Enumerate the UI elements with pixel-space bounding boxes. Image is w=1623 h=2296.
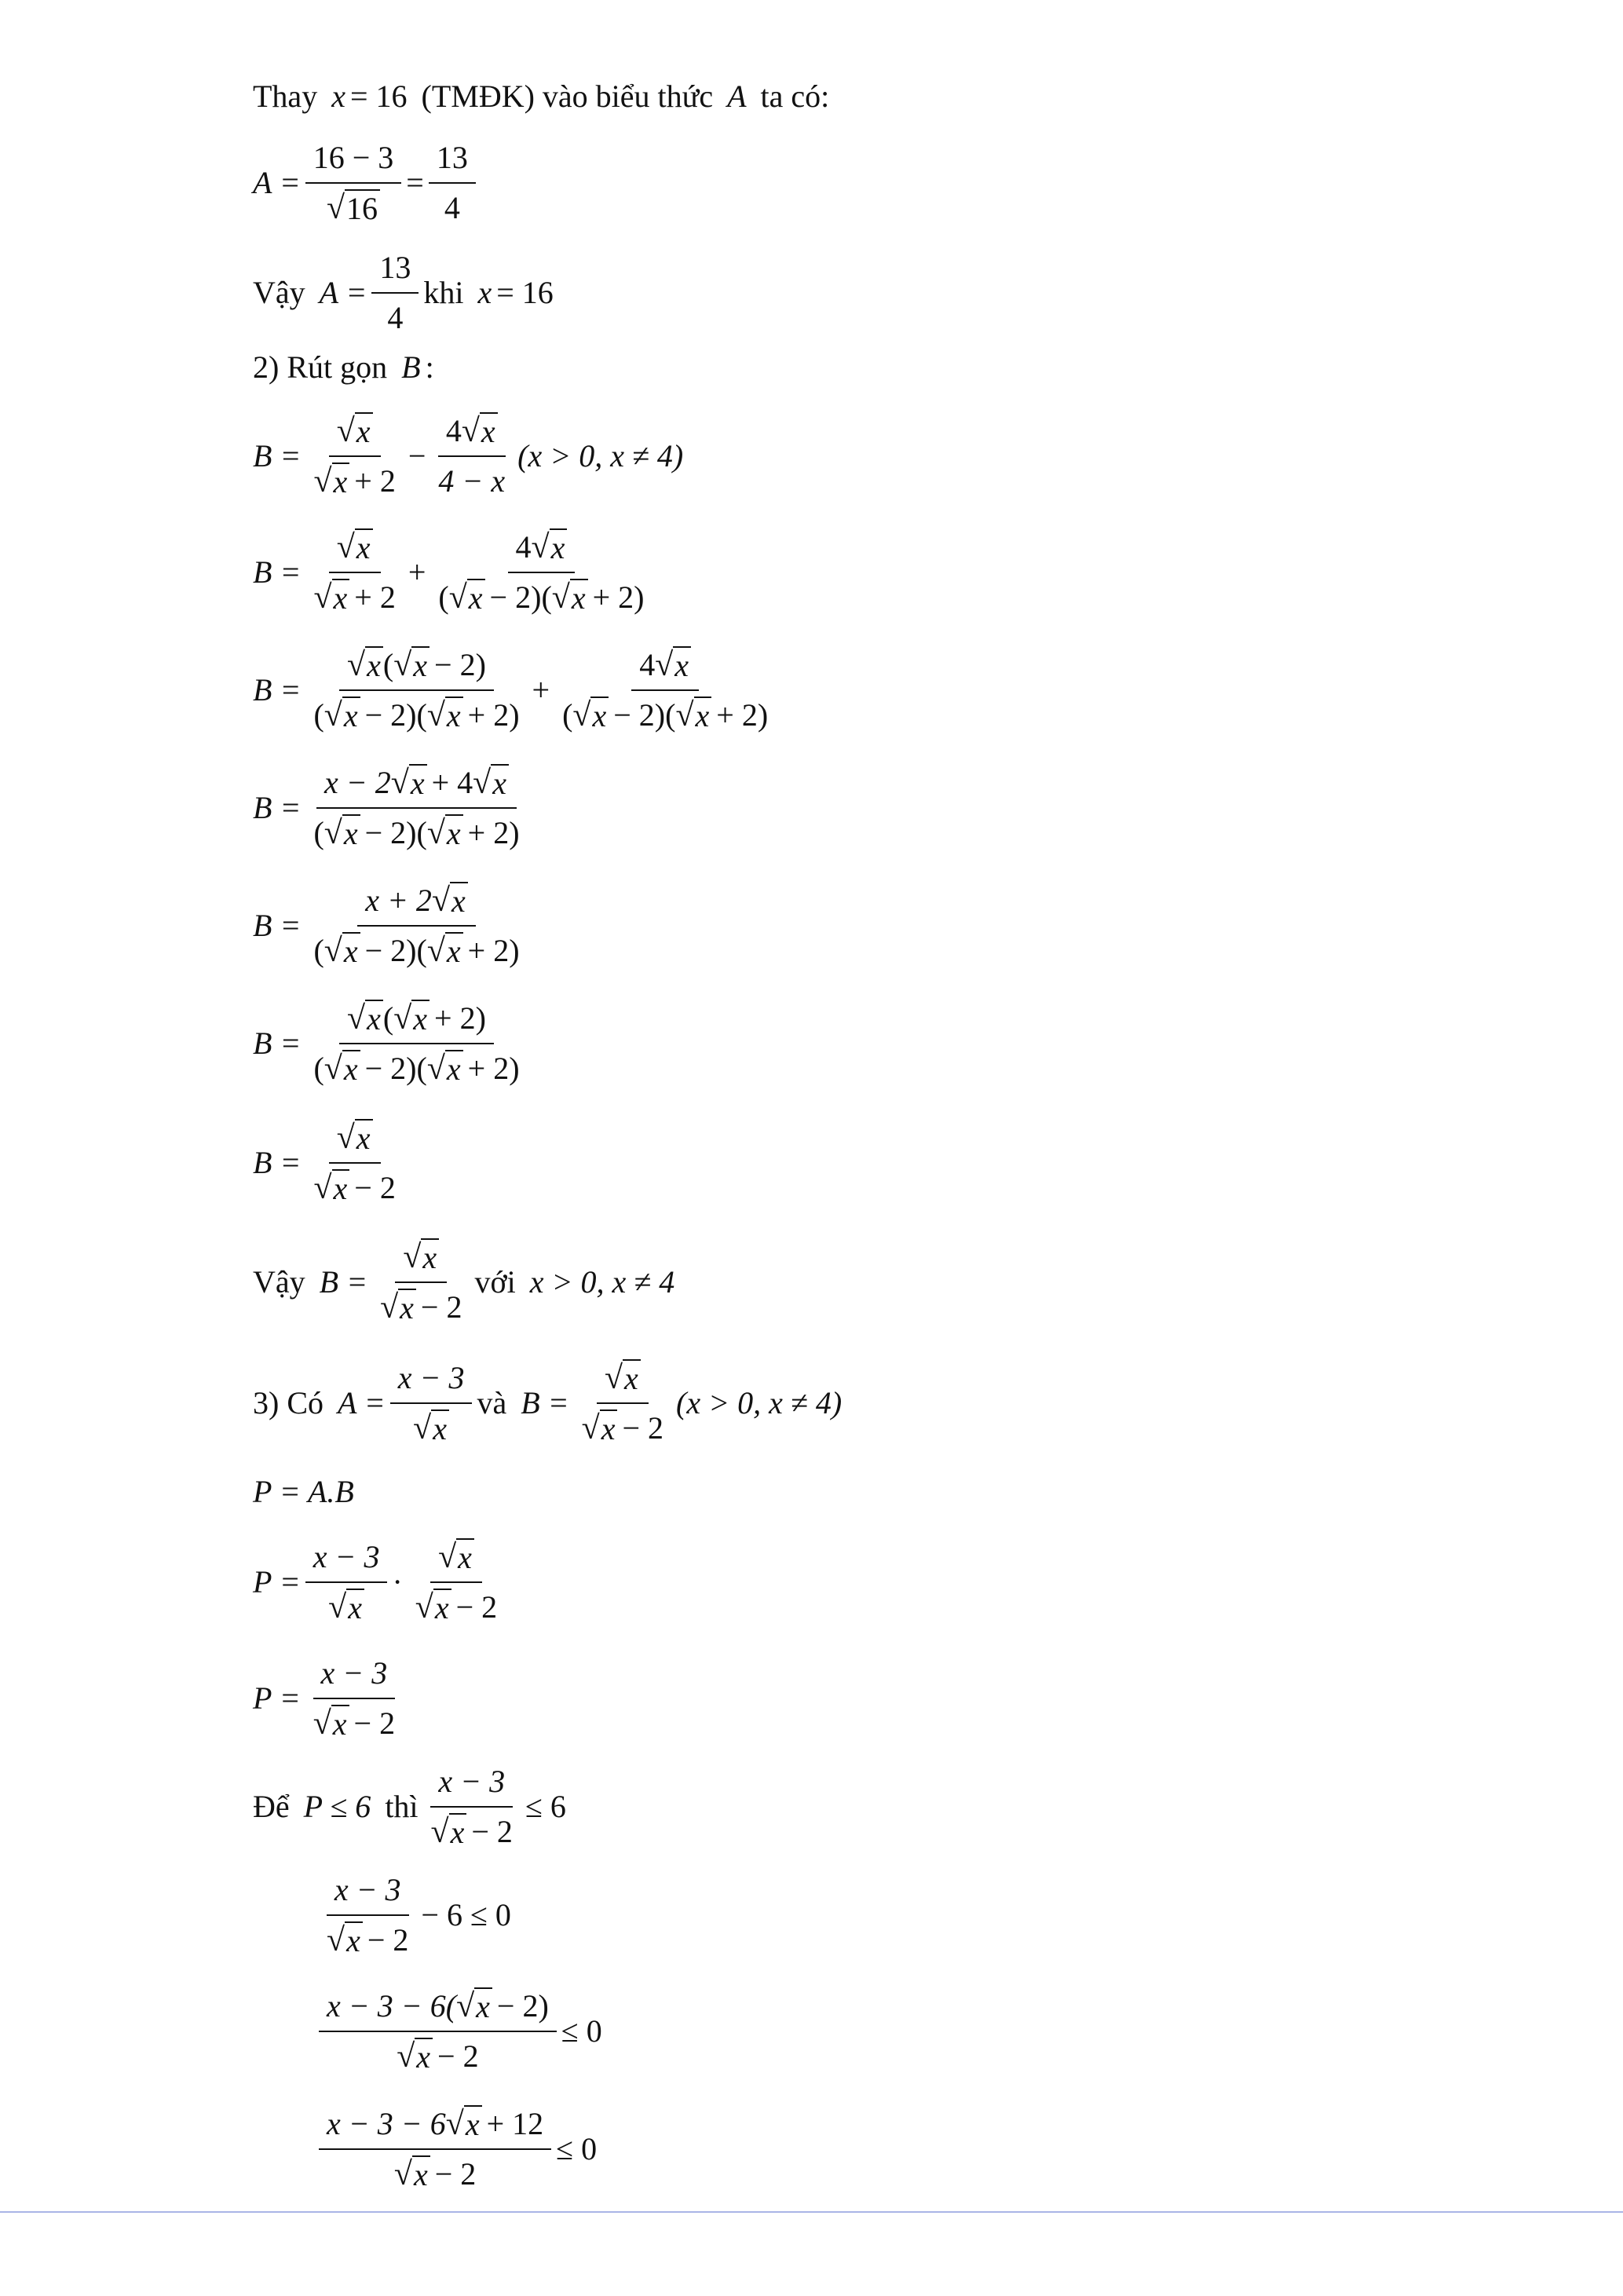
fraction: √ x √ x + 2 [313,529,396,616]
sqrt: √ 16 [327,189,380,225]
line-16: P = x − 3 √ x − 2 [253,1654,408,1743]
fraction: x − 2 √ x + 4 √ x ( √ x − 2)( √ x + 2) [313,765,520,851]
line-7: B = √ x ( √ x − 2) ( √ x − 2)( √ x + 2) + 4 √ x ( √ x − 2)( √ x + 2) [253,645,780,735]
line-14: P = A.B [253,1474,354,1509]
fraction: $\frac{13}{4}$ [429,138,476,228]
line-1: Thay x = 16 (TMĐK) vào biểu thức A ta có: [253,79,830,114]
line-8: B = x − 2 √ x + 4 √ x ( √ x − 2)( √ x + 2) [253,763,532,853]
fraction: √ x √ x − 2 [313,1120,396,1206]
fraction: x − 3 √ x − 2 [313,1655,396,1742]
line-10: B = √ x ( √ x + 2) ( √ x − 2)( √ x + 2) [253,999,532,1088]
fraction: 4 √ x ( √ x − 2)( √ x + 2) [562,647,769,733]
line-4: 2) Rút gọn B : [253,349,434,385]
line-17: Để P ≤ 6 thì x − 3 √ x − 2 ≤ 6 [253,1764,566,1850]
footer-divider [0,2211,1623,2213]
fraction: x − 3 √ x − 2 [327,1872,409,1958]
fraction: $\frac{13}{4}$ [371,248,419,338]
fraction: √ x ( √ x + 2) ( √ x − 2)( √ x + 2) [313,1000,520,1087]
line-5: B = √ x √ x + 2 − 4 √ x 4 − x (x > 0, x ≠ 4) [253,413,684,499]
fraction: x − 3 √ x [390,1358,473,1448]
fraction: √ x √ x + 2 [313,413,396,499]
fraction: 16 − 3 √ 16 [305,138,402,228]
line-19: x − 3 − 6( √ x − 2) √ x − 2 ≤ 0 [314,1987,602,2076]
line-13: 3) Có A = x − 3 √ x và B = √ x √ x − 2 (x > 0, x ≠ 4) [253,1360,843,1446]
line-2: A = 16 − 3 √ 16 = $\frac{13}{4}$ [253,138,481,228]
line-11: B = √ x √ x − 2 [253,1118,408,1208]
fraction: x − 3 − 6( √ x − 2) √ x − 2 [319,1987,557,2076]
fraction: x − 3 √ x − 2 [430,1764,513,1850]
line-12: Vậy B = √ x √ x − 2 với x > 0, x ≠ 4 [253,1239,675,1325]
fraction: x − 3 − 6 √ x + 12 √ x − 2 [319,2104,551,2194]
line-20: x − 3 − 6 √ x + 12 √ x − 2 ≤ 0 [314,2104,597,2194]
fraction: √ x √ x − 2 [415,1539,498,1625]
fraction: x − 3 √ x [305,1537,388,1627]
line-15: P = x − 3 √ x · √ x √ x − 2 [253,1537,510,1627]
fraction: √ x √ x − 2 [581,1360,664,1446]
line-9: B = x + 2 √ x ( √ x − 2)( √ x + 2) [253,881,532,971]
fraction: 4 √ x ( √ x − 2)( √ x + 2) [438,529,645,616]
fraction: 4 √ x 4 − x [438,413,506,499]
line-6: B = √ x √ x + 2 + 4 √ x ( √ x − 2)( √ x + 2) [253,528,656,617]
fraction: x + 2 √ x ( √ x − 2)( √ x + 2) [313,883,520,969]
fraction: √ x ( √ x − 2) ( √ x − 2)( √ x + 2) [313,647,520,733]
line-3: Vậy A = $\frac{13}{4}$ khi x = 16 [253,248,554,338]
line-18: x − 3 √ x − 2 − 6 ≤ 0 [314,1870,511,1960]
fraction: √ x √ x − 2 [380,1239,462,1325]
